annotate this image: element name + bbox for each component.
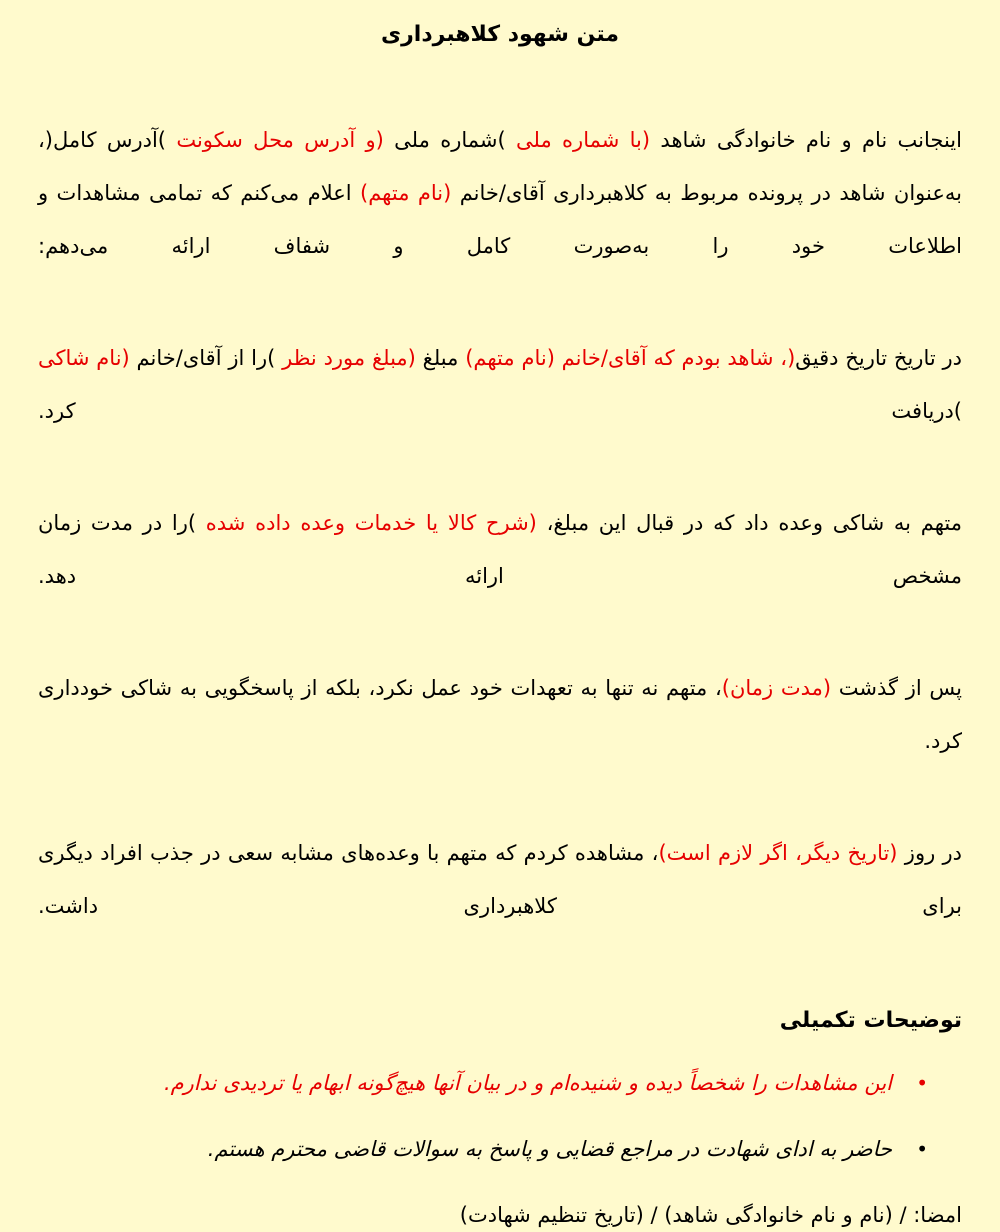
paragraph-event-date xyxy=(38,332,962,491)
text-segment: در تاریخ تاریخ دقیق xyxy=(795,346,962,370)
list-item xyxy=(38,1132,962,1166)
placeholder-duration: (مدت زمان) xyxy=(721,676,832,700)
paragraph-promise xyxy=(38,497,962,656)
bullet-icon: • xyxy=(916,1137,928,1161)
text-segment: متهم به شاکی وعده داد که در قبال این مبلغ، xyxy=(536,511,962,535)
placeholder-plaintiff-name: (نام شاکی xyxy=(38,346,130,370)
note-text: حاضر به ادای شهادت در مراجع قضایی و پاسخ به سوالات قاضی محترم هستم. xyxy=(207,1137,892,1161)
notes-list xyxy=(38,1066,962,1166)
placeholder-witnessed-accused: (، شاهد بودم که آقای/خانم (نام متهم) xyxy=(465,346,796,370)
section-title-additional-notes: توضیحات تکمیلی xyxy=(779,1008,962,1033)
paragraph-witness-intro xyxy=(38,114,962,326)
text-segment: اعلام می‌کنم که تمامی مشاهدات و اطلاعات خود را به‌صورت کامل و شفاف ارائه می‌دهم: xyxy=(38,181,962,258)
bullet-icon: • xyxy=(916,1071,928,1095)
text-segment: ، مشاهده کردم که متهم با وعده‌های مشابه سعی در جذب افراد دیگری برای کلاهبرداری داشت. xyxy=(38,841,962,918)
text-segment: ، متهم نه تنها به تعهدات خود عمل نکرد، بلکه از پاسخگویی به شاکی خودداری کرد. xyxy=(38,676,962,753)
signature-line: امضا: / (نام و نام خانوادگی شاهد) / (تاریخ تنظیم شهادت) xyxy=(459,1203,962,1227)
placeholder-amount: (مبلغ مورد نظر xyxy=(275,346,416,370)
paragraph-breach xyxy=(38,662,962,821)
note-text: این مشاهدات را شخصاً دیده و شنیده‌ام و در بیان آنها هیچ‌گونه ابهام یا تردیدی ندارم. xyxy=(163,1071,892,1095)
text-segment: )را از آقای/خانم xyxy=(129,346,276,370)
text-segment: اینجانب نام و نام خانوادگی شاهد xyxy=(650,128,962,152)
list-item xyxy=(38,1066,962,1100)
placeholder-accused-name: (نام متهم) xyxy=(360,181,452,205)
placeholder-address: (و آدرس محل سکونت xyxy=(166,128,384,152)
placeholder-national-id: (با شماره ملی xyxy=(505,128,651,152)
document-title: متن شهود کلاهبرداری xyxy=(380,22,620,47)
text-segment: )شماره ملی xyxy=(383,128,506,152)
placeholder-goods-services: (شرح کالا یا خدمات وعده داده شده xyxy=(196,511,537,535)
text-segment: در روز xyxy=(897,841,963,865)
text-segment: )آدرس کامل(، به‌عنوان شاهد در پرونده مربوط به کلاهبرداری آقای/خانم xyxy=(38,128,962,205)
text-segment: )دریافت کرد. xyxy=(38,399,962,423)
text-segment: )را در مدت زمان مشخص ارائه دهد. xyxy=(38,511,962,588)
paragraph-other-victims xyxy=(38,827,962,986)
text-segment: مبلغ xyxy=(415,346,466,370)
placeholder-other-date: (تاریخ دیگر، اگر لازم است) xyxy=(658,841,898,865)
text-segment: پس از گذشت xyxy=(831,676,963,700)
